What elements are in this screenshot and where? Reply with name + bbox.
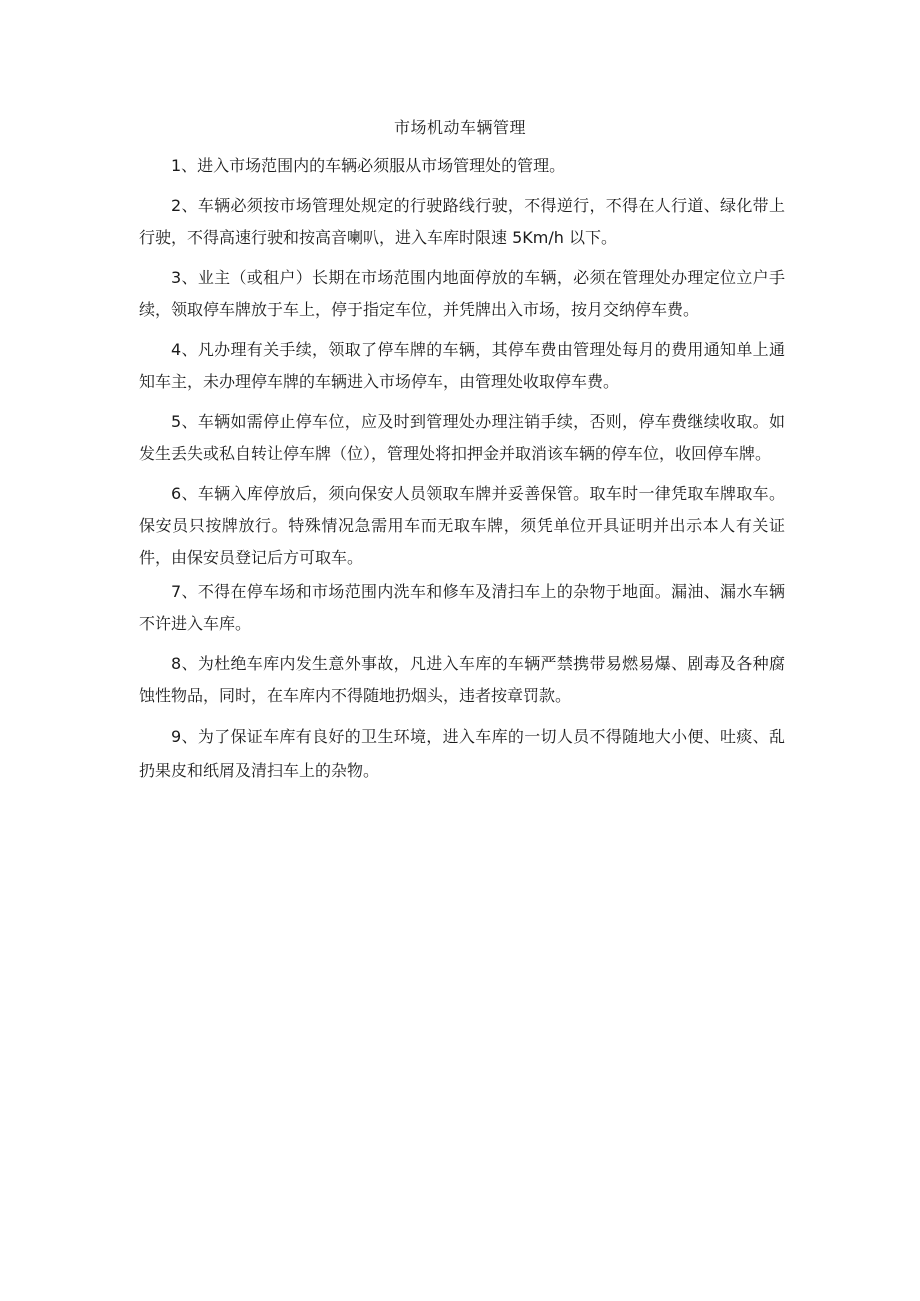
rule-paragraph-7: 7、不得在停车场和市场范围内洗车和修车及清扫车上的杂物于地面。漏油、漏水车辆不许进入车库。 bbox=[139, 582, 785, 633]
rule-paragraph-1: 1、进入市场范围内的车辆必须服从市场管理处的管理。 bbox=[171, 156, 566, 175]
rule-paragraph-5: 5、车辆如需停止停车位，应及时到管理处办理注销手续，否则，停车费继续收取。如发生丢失或私自转让停车牌（位），管理处将扣押金并取消该车辆的停车位，收回停车牌。 bbox=[139, 412, 785, 463]
rule-paragraph-2: 2、车辆必须按市场管理处规定的行驶路线行驶，不得逆行，不得在人行道、绿化带上行驶，不得高速行驶和按高音喇叭，进入车库时限速 5Km/h 以下。 bbox=[139, 196, 785, 247]
document-title: 市场机动车辆管理 bbox=[393, 118, 526, 137]
document-body bbox=[139, 150, 785, 796]
rule-paragraph-6: 6、车辆入库停放后，须向保安人员领取车牌并妥善保管。取车时一律凭取车牌取车。保安员只按牌放行。特殊情况急需用车而无取车牌，须凭单位开具证明并出示本人有关证件，由保安员登记后方可取车。 bbox=[139, 484, 785, 567]
rule-paragraph-8: 8、为杜绝车库内发生意外事故，凡进入车库的车辆严禁携带易燃易爆、剧毒及各种腐蚀性物品，同时，在车库内不得随地扔烟头，违者按章罚款。 bbox=[139, 654, 785, 705]
rule-paragraph-9: 9、为了保证车库有良好的卫生环境，进入车库的一切人员不得随地大小便、吐痰、乱扔果皮和纸屑及清扫车上的杂物。 bbox=[139, 727, 785, 780]
rule-paragraph-4: 4、凡办理有关手续，领取了停车牌的车辆，其停车费由管理处每月的费用通知单上通知车主，未办理停车牌的车辆进入市场停车，由管理处收取停车费。 bbox=[139, 340, 785, 391]
rule-paragraph-3: 3、业主（或租户）长期在市场范围内地面停放的车辆，必须在管理处办理定位立户手续，领取停车牌放于车上，停于指定车位，并凭牌出入市场，按月交纳停车费。 bbox=[139, 268, 785, 319]
